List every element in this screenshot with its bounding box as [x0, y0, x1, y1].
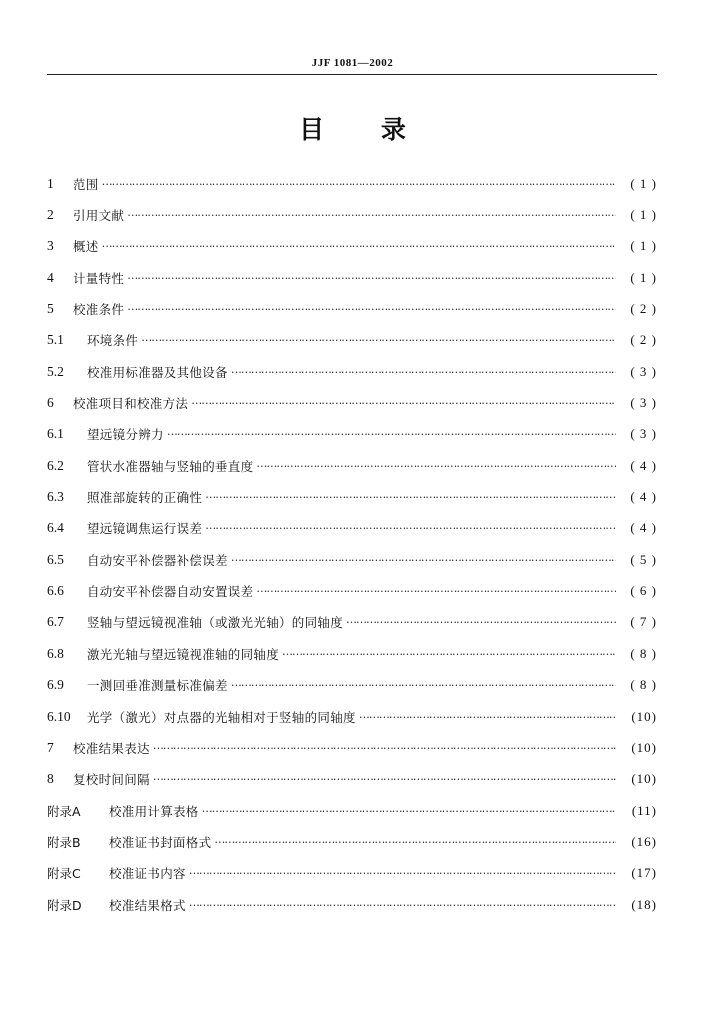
toc-entry	[47, 858, 657, 889]
toc-entry-page: ( 1 )	[630, 207, 657, 223]
toc-entry-title: 校准证书内容	[109, 866, 186, 882]
toc-entry-page: ( 5 )	[630, 551, 657, 567]
toc-leader-dots	[202, 804, 616, 818]
toc-entry-page: (10)	[631, 708, 657, 724]
toc-entry	[47, 168, 657, 199]
toc-entry-title: 计量特性	[73, 270, 125, 286]
toc-leader-dots	[127, 302, 616, 316]
toc-entry-number: 6.8	[47, 645, 64, 661]
toc-entry-page: ( 8 )	[630, 645, 657, 661]
toc-leader-dots	[189, 898, 616, 912]
toc-entry-page: ( 3 )	[630, 395, 657, 411]
toc-entry-title: 校准证书封面格式	[109, 834, 212, 850]
toc-entry-title: 一测回垂准测量标准偏差	[87, 678, 228, 694]
toc-entry-number: 3	[47, 238, 54, 254]
toc-entry-title: 范围	[73, 176, 99, 192]
toc-entry	[47, 732, 657, 763]
toc-entry-number: 1	[47, 175, 54, 191]
toc-entry-number: 6.4	[47, 520, 64, 536]
toc-leader-dots	[127, 271, 616, 285]
toc-entry-number: 6.6	[47, 583, 64, 599]
toc-leader-dots	[102, 177, 616, 191]
toc-entry	[47, 670, 657, 701]
toc-entry-page: ( 8 )	[630, 677, 657, 693]
toc-entry	[47, 387, 657, 418]
toc-entry-title: 光学（激光）对点器的光轴相对于竖轴的同轴度	[87, 709, 356, 725]
toc-entry-page: ( 2 )	[630, 332, 657, 348]
toc-entry	[47, 795, 657, 826]
toc-entry-title: 复校时间间隔	[73, 772, 150, 788]
toc-entry	[47, 199, 657, 230]
toc-entry	[47, 231, 657, 262]
toc-entry-page: (10)	[631, 771, 657, 787]
toc-entry-number: 5	[47, 301, 54, 317]
toc-entry-page: ( 3 )	[630, 426, 657, 442]
toc-entry-number: 附录C	[47, 866, 81, 882]
toc-entry	[47, 889, 657, 920]
page-title: 目 录	[299, 115, 406, 144]
toc-entry-page: ( 4 )	[630, 520, 657, 536]
toc-entry-page: (17)	[631, 865, 657, 881]
toc-entry	[47, 262, 657, 293]
toc-leader-dots	[231, 678, 616, 692]
toc-entry-page: ( 7 )	[630, 614, 657, 630]
toc-entry-title: 引用文献	[73, 208, 125, 224]
toc-entry	[47, 450, 657, 481]
toc-entry	[47, 544, 657, 575]
toc-leader-dots	[141, 333, 616, 347]
toc-entry-number: 附录A	[47, 803, 81, 819]
toc-entry-title: 管状水准器轴与竖轴的垂直度	[87, 458, 254, 474]
toc-entry-page: (10)	[631, 739, 657, 755]
toc-entry-number: 6	[47, 395, 54, 411]
toc-entry-number: 6.5	[47, 551, 64, 567]
standard-code-header: JJF 1081—2002	[311, 57, 394, 69]
toc-leader-dots	[231, 365, 616, 379]
toc-leader-dots	[205, 521, 616, 535]
toc-leader-dots	[346, 615, 616, 629]
toc-entry-page: ( 2 )	[630, 301, 657, 317]
toc-entry-page: (11)	[631, 802, 657, 818]
toc-entry-title: 校准结果表达	[73, 740, 150, 756]
toc-entry-title: 望远镜调焦运行误差	[87, 521, 203, 537]
toc-entry-number: 6.2	[47, 457, 64, 473]
toc-entry	[47, 826, 657, 857]
toc-entry-page: (16)	[631, 833, 657, 849]
toc-leader-dots	[205, 490, 616, 504]
table-of-contents	[47, 168, 657, 920]
toc-entry-page: (18)	[631, 896, 657, 912]
toc-entry-number: 附录D	[47, 897, 82, 913]
toc-entry	[47, 419, 657, 450]
toc-entry-number: 6.9	[47, 677, 64, 693]
toc-entry-page: ( 4 )	[630, 489, 657, 505]
toc-leader-dots	[167, 427, 616, 441]
toc-entry	[47, 764, 657, 795]
toc-entry-title: 校准用标准器及其他设备	[87, 364, 228, 380]
toc-leader-dots	[231, 553, 616, 567]
toc-entry	[47, 356, 657, 387]
toc-entry-number: 8	[47, 771, 54, 787]
toc-entry-title: 校准项目和校准方法	[73, 396, 189, 412]
toc-entry-number: 7	[47, 739, 54, 755]
toc-entry-number: 5.2	[47, 363, 64, 379]
toc-leader-dots	[282, 647, 616, 661]
toc-entry-number: 6.1	[47, 426, 64, 442]
toc-entry-title: 望远镜分辨力	[87, 427, 164, 443]
toc-leader-dots	[214, 835, 616, 849]
toc-entry-number: 附录B	[47, 834, 81, 850]
toc-entry-title: 环境条件	[87, 333, 139, 349]
toc-entry-title: 概述	[73, 239, 99, 255]
toc-entry-page: ( 1 )	[630, 175, 657, 191]
toc-leader-dots	[153, 772, 616, 786]
toc-entry	[47, 293, 657, 324]
toc-entry-title: 校准用计算表格	[109, 803, 199, 819]
toc-entry-title: 照准部旋转的正确性	[87, 490, 203, 506]
toc-leader-dots	[102, 239, 616, 253]
toc-leader-dots	[153, 741, 616, 755]
toc-entry	[47, 481, 657, 512]
toc-entry	[47, 325, 657, 356]
toc-entry-title: 校准结果格式	[109, 897, 186, 913]
toc-leader-dots	[256, 584, 616, 598]
toc-entry-title: 竖轴与望远镜视准轴（或激光光轴）的同轴度	[87, 615, 344, 631]
toc-leader-dots	[191, 396, 616, 410]
toc-entry	[47, 575, 657, 606]
toc-leader-dots	[189, 866, 616, 880]
toc-entry-page: ( 6 )	[630, 583, 657, 599]
toc-entry	[47, 638, 657, 669]
toc-entry-page: ( 1 )	[630, 269, 657, 285]
toc-entry-title: 自动安平补偿器补偿误差	[87, 552, 228, 568]
toc-entry	[47, 701, 657, 732]
toc-entry-number: 6.7	[47, 614, 64, 630]
toc-entry	[47, 607, 657, 638]
header-divider	[47, 74, 657, 75]
toc-entry	[47, 513, 657, 544]
toc-entry-number: 2	[47, 207, 54, 223]
toc-entry-title: 自动安平补偿器自动安置误差	[87, 584, 254, 600]
toc-entry-number: 4	[47, 269, 54, 285]
toc-leader-dots	[256, 459, 616, 473]
toc-entry-number: 6.3	[47, 489, 64, 505]
toc-entry-number: 6.10	[47, 708, 71, 724]
toc-entry-title: 校准条件	[73, 302, 125, 318]
toc-leader-dots	[359, 710, 616, 724]
toc-entry-page: ( 3 )	[630, 363, 657, 379]
toc-entry-page: ( 4 )	[630, 457, 657, 473]
toc-entry-number: 5.1	[47, 332, 64, 348]
toc-leader-dots	[127, 208, 616, 222]
toc-entry-title: 激光光轴与望远镜视准轴的同轴度	[87, 646, 280, 662]
toc-entry-page: ( 1 )	[630, 238, 657, 254]
